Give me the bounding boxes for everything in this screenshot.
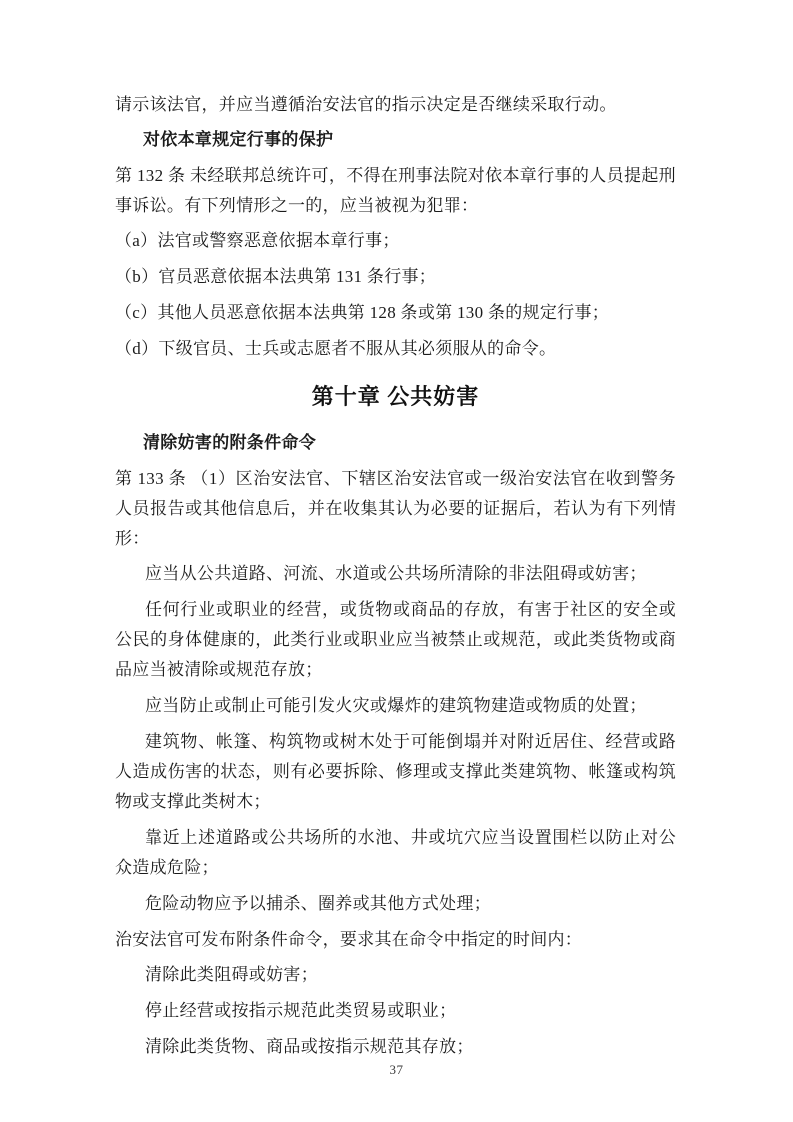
clause-item: （b）官员恶意依据本法典第 131 条行事；: [115, 267, 437, 286]
page-number: 37: [389, 1062, 404, 1077]
paragraph: 应当防止或制止可能引发火灾或爆炸的建筑物建造或物质的处置；: [145, 696, 647, 715]
section-heading: 对依本章规定行事的保护: [143, 130, 334, 149]
article-paragraph: 第 133 条 （1）区治安法官、下辖区治安法官或一级治安法官在收到警务人员报告或其他信息后，并在收集其认为必要的证据后，若认为有下列情形：: [115, 469, 676, 548]
paragraph: 清除此类货物、商品或按指示规范其存放；: [145, 1037, 474, 1056]
paragraph: 靠近上述道路或公共场所的水池、井或坑穴应当设置围栏以防止对公众造成危险；: [115, 828, 676, 877]
paragraph: 应当从公共道路、河流、水道或公共场所清除的非法阻碍或妨害；: [145, 564, 647, 583]
paragraph: 请示该法官，并应当遵循治安法官的指示决定是否继续采取行动。: [115, 95, 617, 114]
clause-item: （a）法官或警察恶意依据本章行事；: [115, 231, 400, 250]
clause-item: （d）下级官员、士兵或志愿者不服从其必须服从的命令。: [115, 339, 557, 358]
paragraph: 任何行业或职业的经营，或货物或商品的存放，有害于社区的安全或公民的身体健康的，此类行业或职业应当被禁止或规范，或此类货物或商品应当被清除或规范存放；: [115, 600, 676, 679]
paragraph: 停止经营或按指示规范此类贸易或职业；: [145, 1001, 457, 1020]
paragraph: 建筑物、帐篷、构筑物或树木处于可能倒塌并对附近居住、经营或路人造成伤害的状态，则有必要拆除、修理或支撑此类建筑物、帐篷或构筑物或支撑此类树木；: [115, 732, 676, 811]
article-paragraph: 治安法官可发布附条件命令，要求其在命令中指定的时间内：: [115, 930, 583, 949]
chapter-heading: 第十章 公共妨害: [311, 384, 480, 409]
paragraph: 危险动物应予以捕杀、圈养或其他方式处理；: [145, 894, 491, 913]
section-heading: 清除妨害的附条件命令: [143, 433, 316, 452]
clause-item: （c）其他人员恶意依据本法典第 128 条或第 130 条的规定行事；: [115, 303, 610, 322]
article-paragraph: 第 132 条 未经联邦总统许可，不得在刑事法院对依本章行事的人员提起刑事诉讼。有下列情形之一的，应当被视为犯罪：: [115, 166, 676, 215]
paragraph: 清除此类阻碍或妨害；: [145, 965, 318, 984]
